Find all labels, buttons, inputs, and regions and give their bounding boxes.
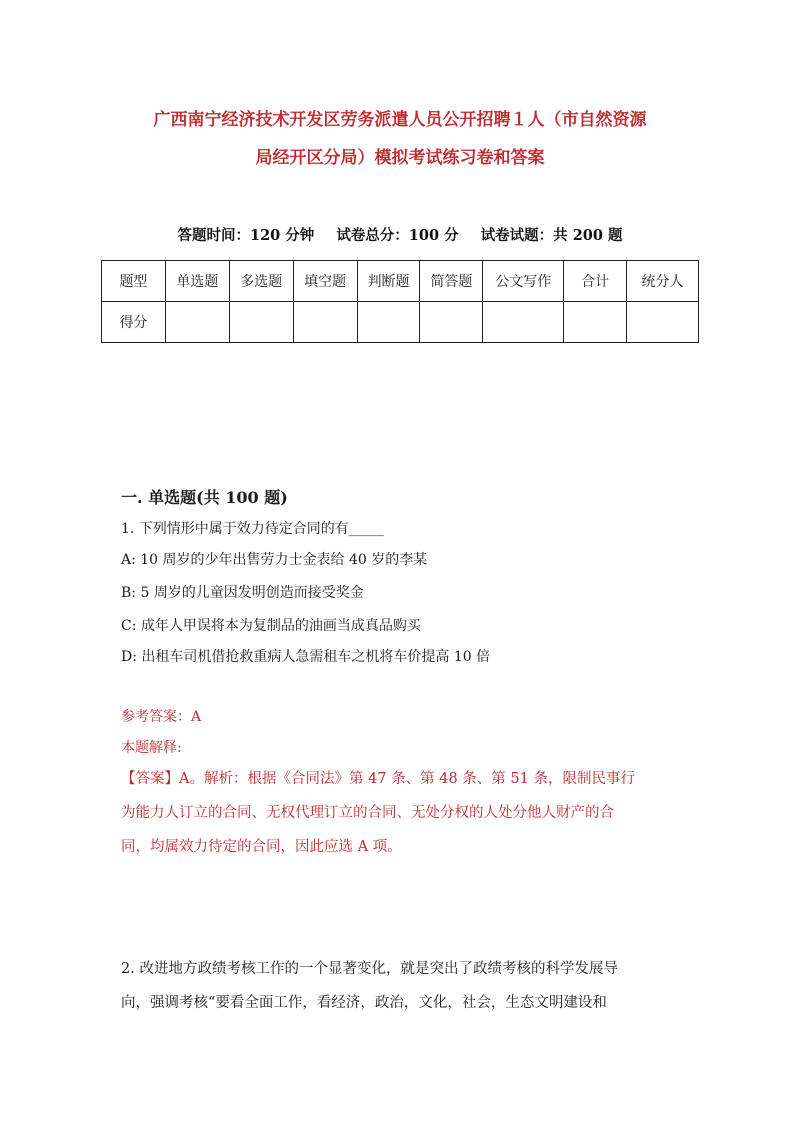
score-table-header: 判断题 [357, 261, 420, 302]
score-table-header: 填空题 [293, 261, 357, 302]
question-1-explanation [121, 762, 671, 864]
score-table-header: 公文写作 [483, 261, 564, 302]
score-table [101, 260, 699, 343]
score-table-header-row [102, 261, 699, 302]
exam-question-count: 试卷试题：共 200 题 [480, 227, 623, 244]
question-1-explain-label: 本题解释: [121, 740, 182, 756]
score-cell [483, 302, 564, 343]
score-table-header: 简答题 [420, 261, 483, 302]
question-2-line: 向，强调考核“要看全面工作，看经济，政治，文化，社会，生态文明建设和 [121, 995, 607, 1011]
question-1-answer: 参考答案：A [121, 709, 202, 725]
score-cell [165, 302, 229, 343]
score-cell [293, 302, 357, 343]
question-1-option-d: D: 出租车司机借抢救重病人急需租车之机将车价提高 10 倍 [121, 649, 491, 665]
score-table-header: 统分人 [627, 261, 699, 302]
score-row-label: 得分 [102, 302, 166, 343]
explanation-line: 同，均属效力待定的合同，因此应选 A 项。 [121, 839, 402, 855]
score-table-header: 合计 [564, 261, 627, 302]
score-table-header: 单选题 [165, 261, 229, 302]
exam-total-score: 试卷总分：100 分 [336, 227, 459, 244]
question-1-option-b: B: 5 周岁的儿童因发明创造而接受奖金 [121, 585, 364, 601]
section-heading: 一. 单选题(共 100 题) [121, 488, 288, 507]
score-table-header: 题型 [102, 261, 166, 302]
score-cell [357, 302, 420, 343]
score-table-score-row [102, 302, 699, 343]
question-1-option-c: C: 成年人甲误将本为复制品的油画当成真品购买 [121, 618, 421, 634]
explanation-line: 为能力人订立的合同、无权代理订立的合同、无处分权的人处分他人财产的合 [121, 805, 614, 821]
question-1-option-a: A: 10 周岁的少年出售劳力士金表给 40 岁的李某 [121, 552, 428, 568]
score-cell [229, 302, 293, 343]
exam-meta [0, 224, 800, 245]
score-cell [627, 302, 699, 343]
score-cell [420, 302, 483, 343]
question-1-stem: 1. 下列情形中属于效力待定合同的有_____ [121, 521, 384, 537]
explanation-line: 【答案】A。解析：根据《合同法》第 47 条、第 48 条、第 51 条，限制民事行 [121, 771, 635, 787]
question-2-line: 2. 改进地方政绩考核工作的一个显著变化，就是突出了政绩考核的科学发展导 [121, 961, 618, 977]
score-table-header: 多选题 [229, 261, 293, 302]
document-title-line-2: 局经开区分局）模拟考试练习卷和答案 [255, 148, 545, 168]
exam-time: 答题时间：120 分钟 [177, 227, 315, 244]
score-cell [564, 302, 627, 343]
question-2-stem [121, 952, 671, 1020]
document-title-line-1: 广西南宁经济技术开发区劳务派遣人员公开招聘１人（市自然资源 [153, 110, 647, 130]
